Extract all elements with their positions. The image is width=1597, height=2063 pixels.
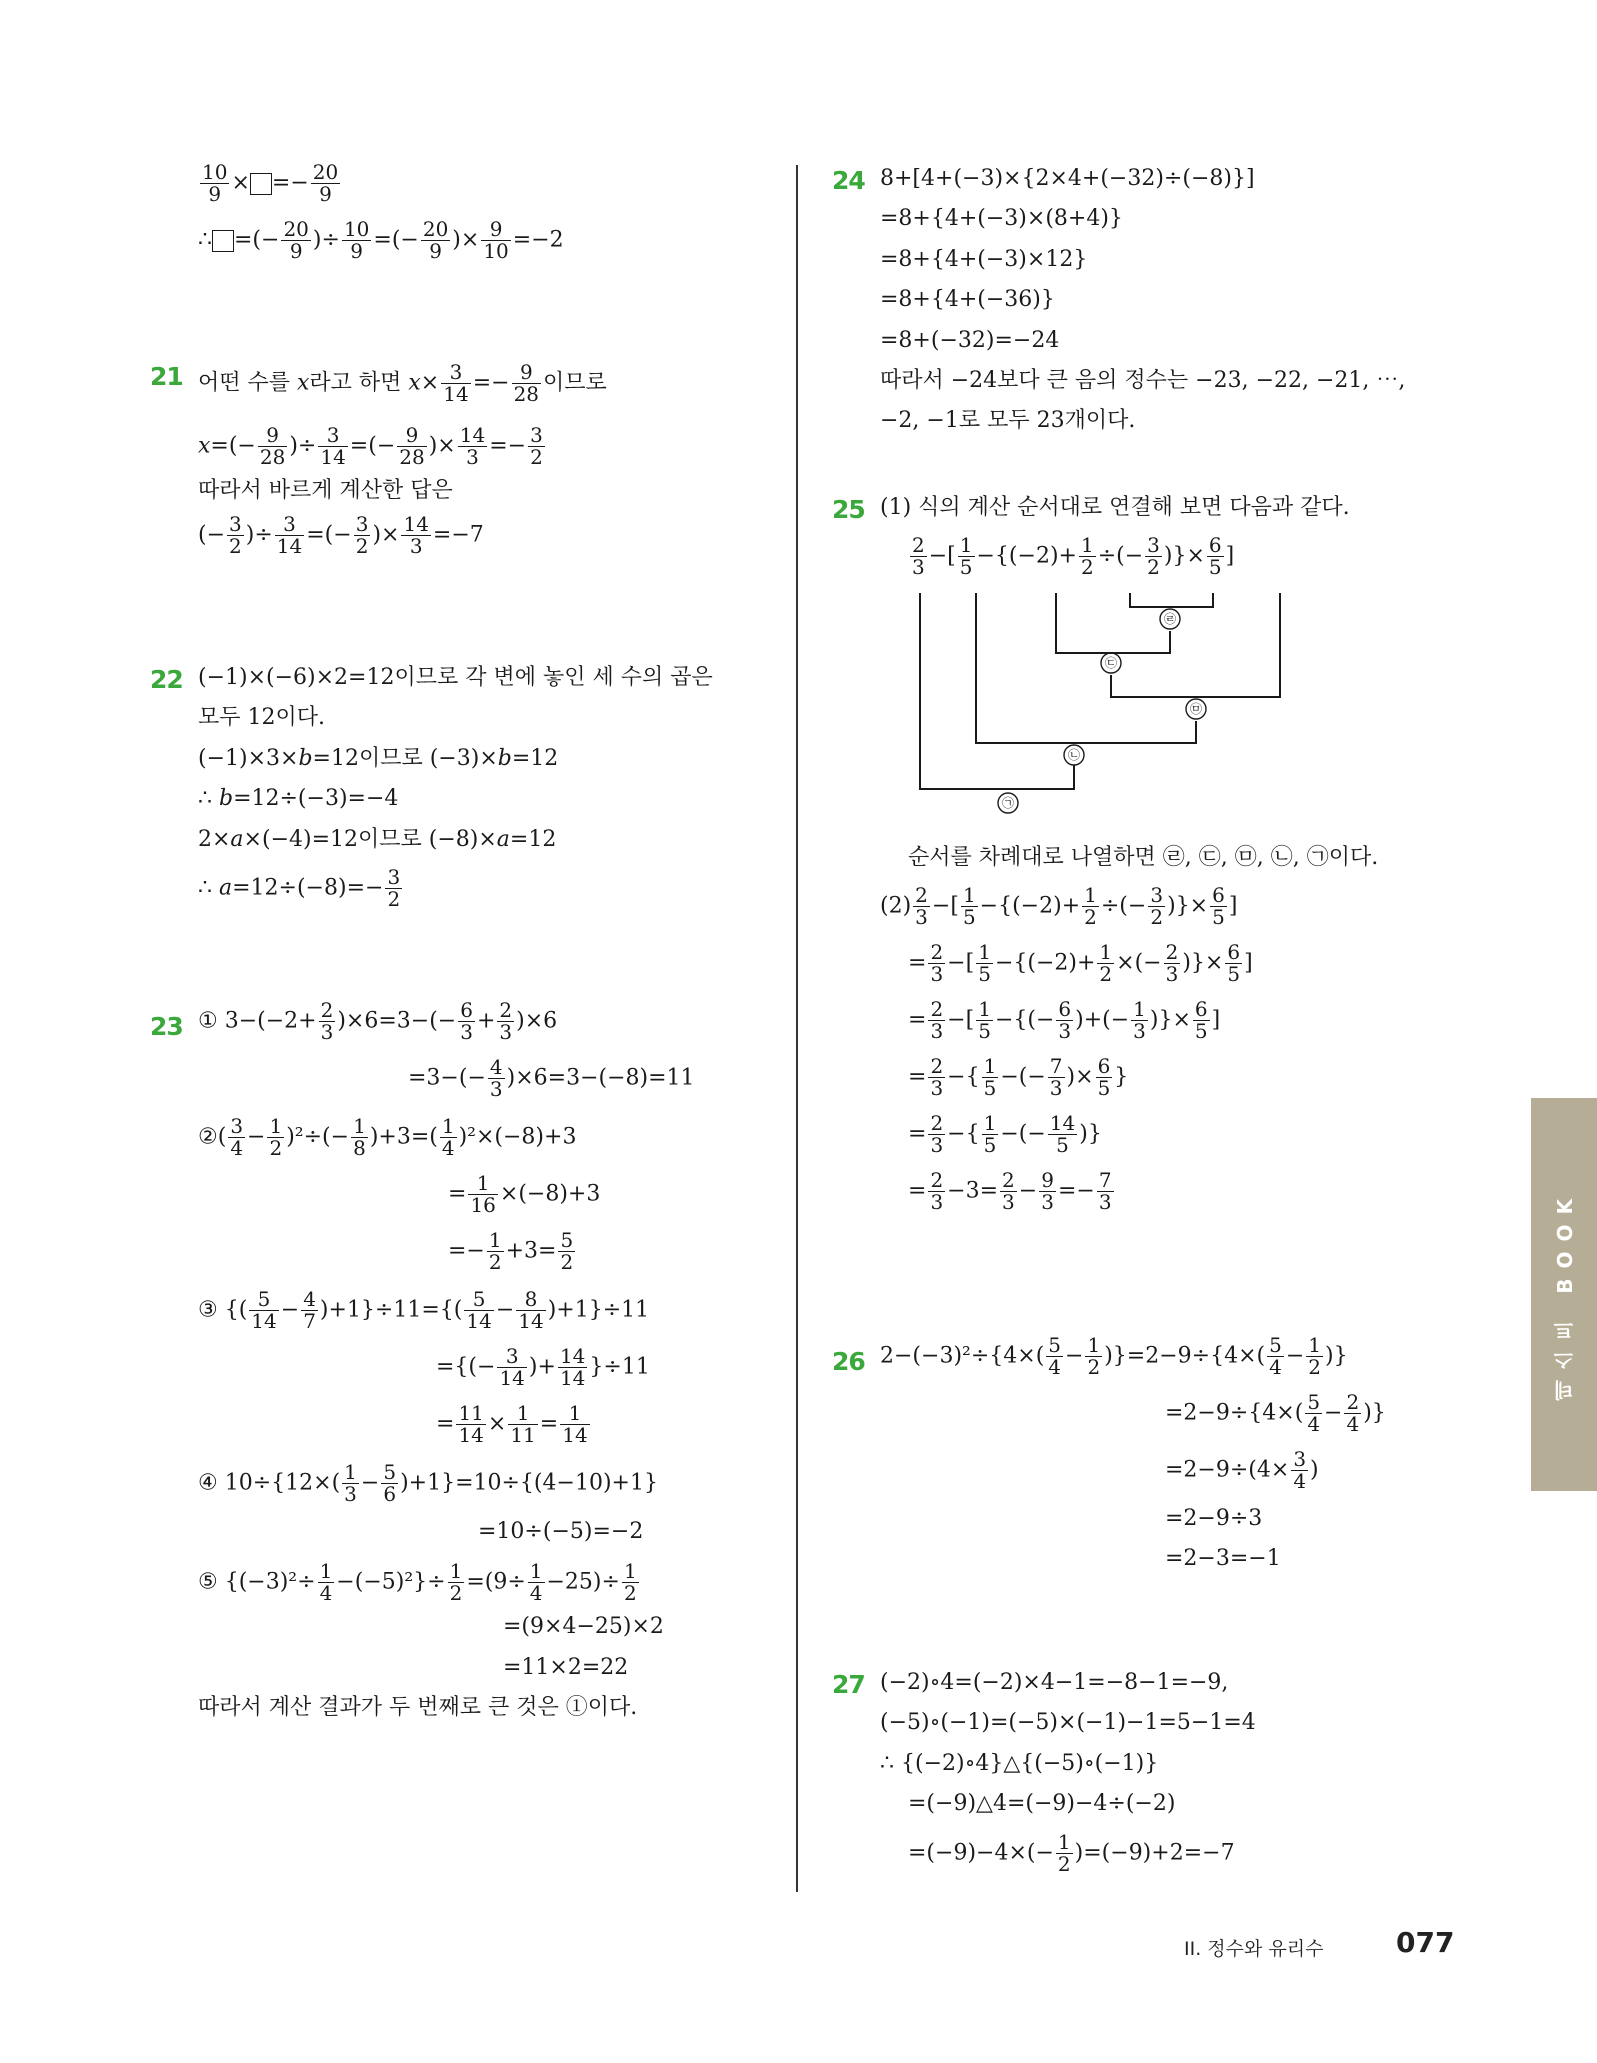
p20-line-2: ∴ =(− $\frac{20}{9}$ )÷ $\frac{10}{9}$ =(− $\frac{20}{9}$ )× $\frac{9}{10}$ =−2 <box>198 217 564 263</box>
p20-line-1: $\frac{10}{9}$ × =− $\frac{20}{9}$ <box>202 160 339 206</box>
problem-number: 23 <box>150 1012 183 1041</box>
fraction: $\frac{10}{9}$ <box>343 217 370 263</box>
p23-step-2: ②( $\frac{3}{4}$ − $\frac{1}{2}$ )²÷(− $\frac{1}{8}$ )+3=( $\frac{1}{4}$ )²×(−8)+3 <box>198 1114 577 1160</box>
fraction: $\frac{10}{9}$ <box>202 160 228 206</box>
fraction: $\frac{2}{3}$ <box>1165 940 1179 987</box>
p24-line-1: 8+[4+(−3)×{2×4+(−32)÷(−8)}] <box>880 166 1255 191</box>
problem-25 <box>832 495 1379 1215</box>
p26-line-5: =2−3=−1 <box>1165 1546 1281 1572</box>
problem-21 <box>150 360 607 559</box>
diagram-expression: $\frac{2}{3}$ −[ $\frac{1}{5}$ −{(−2)+ $\frac{1}{2}$ ÷(− $\frac{3}{2}$ )}× $\frac{6}{5}$ ] <box>912 533 1235 579</box>
problem-20-cont <box>198 162 564 262</box>
p23-step-3c: = $\frac{11}{14}$ × $\frac{1}{11}$ = $\frac{1}{14}$ <box>436 1401 588 1447</box>
problem-number: 22 <box>150 665 183 694</box>
fraction: $\frac{1}{11}$ <box>510 1401 536 1447</box>
fraction: $\frac{9}{10}$ <box>483 217 509 263</box>
fraction: $\frac{1}{5}$ <box>978 997 991 1044</box>
fraction: $\frac{14}{5}$ <box>1049 1111 1076 1158</box>
fraction: $\frac{5}{4}$ <box>1048 1333 1062 1379</box>
p27-line-3: ∴ {(−2)∘4}△{(−5)∘(−1)} <box>880 1750 1159 1776</box>
fraction: $\frac{6}{5}$ <box>1212 883 1225 930</box>
side-tab <box>1531 1098 1597 1491</box>
fraction: $\frac{9}{28}$ <box>513 360 540 406</box>
fraction: $\frac{2}{3}$ <box>930 1054 944 1101</box>
fraction: $\frac{11}{14}$ <box>458 1401 484 1447</box>
p25-r3: = $\frac{2}{3}$ −{ $\frac{1}{5}$ −(− $\frac{7}{3}$ )× $\frac{6}{5}$ } <box>908 1054 1129 1101</box>
fraction: $\frac{1}{5}$ <box>978 940 991 987</box>
fraction: $\frac{1}{2}$ <box>1087 1333 1101 1379</box>
fraction: $\frac{3}{14}$ <box>320 423 346 469</box>
p25-r1: = $\frac{2}{3}$ −[ $\frac{1}{5}$ −{(−2)+ $\frac{1}{2}$ ×(− $\frac{2}{3}$ )}× $\frac{6}{5}$ ] <box>908 940 1253 987</box>
fraction: $\frac{3}{2}$ <box>1147 533 1160 579</box>
fraction: $\frac{1}{4}$ <box>529 1559 543 1606</box>
column-divider <box>796 165 798 1892</box>
fraction: $\frac{1}{5}$ <box>983 1111 997 1158</box>
p22-line-5: 2×𝑎×(−4)=12이므로 (−8)×𝑎=12 <box>198 826 557 852</box>
problem-27 <box>832 1670 1256 1876</box>
fraction: $\frac{9}{28}$ <box>259 423 286 469</box>
fraction: $\frac{5}{4}$ <box>1269 1333 1282 1379</box>
problem-number: 27 <box>832 1670 865 1699</box>
fraction: $\frac{6}{5}$ <box>1208 533 1222 579</box>
fraction: $\frac{1}{5}$ <box>962 883 976 930</box>
bracket-step-4 <box>1130 593 1213 607</box>
p24-line-7: −2, −1로 모두 23개이다. <box>880 408 1136 434</box>
fraction: $\frac{6}{5}$ <box>1194 997 1208 1044</box>
p26-line-1: 2−(−3)²÷{4×( $\frac{5}{4}$ − $\frac{1}{2}$ )}=2−9÷{4×( $\frac{5}{4}$ − $\frac{1}{2}$ )} <box>880 1333 1348 1379</box>
fraction: $\frac{2}{3}$ <box>912 533 925 579</box>
fraction: $\frac{2}{3}$ <box>930 1168 944 1215</box>
fraction: $\frac{2}{3}$ <box>930 997 944 1044</box>
p26-line-2: =2−9÷{4×( $\frac{5}{4}$ − $\frac{2}{4}$ )} <box>1165 1390 1386 1436</box>
blank-box <box>212 230 234 252</box>
p23-step-4: ④ 10÷{12×( $\frac{1}{3}$ − $\frac{5}{6}$ )+1}=10÷{(4−10)+1} <box>198 1460 658 1506</box>
order-diagram <box>908 535 1328 845</box>
p21-line-2: 𝑥=(− $\frac{9}{28}$ )÷ $\frac{3}{14}$ =(− $\frac{9}{28}$ )× $\frac{14}{3}$ =− $\frac{3}{2}$ <box>198 423 543 469</box>
p22-line-2: 모두 12이다. <box>198 705 325 731</box>
fraction: $\frac{1}{16}$ <box>470 1171 496 1217</box>
p23-step-2b: = $\frac{1}{16}$ ×(−8)+3 <box>448 1171 601 1217</box>
fraction: $\frac{3}{2}$ <box>229 512 242 559</box>
label-step-4: ㉣ <box>1163 612 1177 626</box>
p25-order: 순서를 차례대로 나열하면 ㉣, ㉢, ㉤, ㉡, ㉠이다. <box>908 845 1379 870</box>
fraction: $\frac{5}{2}$ <box>560 1228 574 1274</box>
fraction: $\frac{1}{5}$ <box>959 533 973 579</box>
problem-number: 26 <box>832 1347 865 1376</box>
p25-intro: (1) 식의 계산 순서대로 연결해 보면 다음과 같다. <box>880 495 1350 520</box>
fraction: $\frac{7}{3}$ <box>1098 1168 1112 1215</box>
fraction: $\frac{1}{2}$ <box>1308 1333 1321 1379</box>
p23-step-5: ⑤ {(−3)²÷ $\frac{1}{4}$ −(−5)²}÷ $\frac{1}{2}$ =(9÷ $\frac{1}{4}$ −25)÷ $\frac{1}{2}$ <box>198 1559 637 1606</box>
fraction: $\frac{2}{3}$ <box>499 998 513 1044</box>
fraction: $\frac{1}{4}$ <box>319 1559 333 1606</box>
fraction: $\frac{5}{14}$ <box>466 1287 492 1333</box>
p21-line-4: (− $\frac{3}{2}$ )÷ $\frac{3}{14}$ =(− $\frac{3}{2}$ )× $\frac{14}{3}$ =−7 <box>198 512 484 559</box>
p27-line-4: =(−9)△4=(−9)−4÷(−2) <box>908 1791 1176 1817</box>
label-step-5: ㉤ <box>1189 702 1203 716</box>
problem-22 <box>150 665 713 911</box>
fraction: $\frac{3}{4}$ <box>1293 1447 1307 1493</box>
label-step-3: ㉢ <box>1104 656 1118 670</box>
footer-chapter: II. 정수와 유리수 <box>1184 1938 1324 1960</box>
fraction: $\frac{14}{3}$ <box>403 512 429 559</box>
fraction: $\frac{5}{6}$ <box>383 1460 397 1506</box>
fraction: $\frac{4}{7}$ <box>303 1287 316 1333</box>
fraction: $\frac{1}{8}$ <box>353 1114 366 1160</box>
fraction: $\frac{7}{3}$ <box>1049 1054 1063 1101</box>
p24-line-3: =8+{4+(−3)×12} <box>880 246 1088 272</box>
p24-line-4: =8+{4+(−36)} <box>880 287 1055 313</box>
p25-part-2 <box>880 845 1379 1215</box>
p22-line-1: (−1)×(−6)×2=12이므로 각 변에 놓인 세 수의 곱은 <box>198 665 713 690</box>
p24-line-2: =8+{4+(−3)×(8+4)} <box>880 206 1123 232</box>
p22-line-3: (−1)×3×𝑏=12이므로 (−3)×𝑏=12 <box>198 745 559 771</box>
problem-23 <box>150 998 695 1722</box>
problem-number: 21 <box>150 362 183 391</box>
fraction: $\frac{9}{3}$ <box>1041 1168 1054 1215</box>
fraction: $\frac{1}{2}$ <box>269 1114 283 1160</box>
fraction: $\frac{3}{14}$ <box>443 360 469 406</box>
fraction: $\frac{3}{2}$ <box>1150 883 1164 930</box>
bracket-step-1 <box>920 593 1074 789</box>
p24-line-6: 따라서 −24보다 큰 음의 정수는 −23, −22, −21, ⋯, <box>880 367 1406 393</box>
fraction: $\frac{14}{3}$ <box>459 423 486 469</box>
p27-line-5: =(−9)−4×(− $\frac{1}{2}$ )=(−9)+2=−7 <box>908 1829 1235 1876</box>
fraction: $\frac{1}{2}$ <box>488 1228 502 1274</box>
fraction: $\frac{2}{3}$ <box>1002 1168 1015 1215</box>
p23-step-1b: =3−(− $\frac{4}{3}$ )×6=3−(−8)=11 <box>408 1055 695 1101</box>
p21-line-1: 어떤 수를 𝑥라고 하면 𝑥× $\frac{3}{14}$ =− $\frac{9}{28}$ 이므로 <box>198 360 607 406</box>
fraction: $\frac{1}{2}$ <box>1080 533 1094 579</box>
problem-24 <box>832 166 1406 435</box>
order-diagram-lines <box>908 535 1328 845</box>
p22-line-6: ∴ 𝑎=12÷(−8)=− $\frac{3}{2}$ <box>198 864 401 911</box>
fraction: $\frac{6}{3}$ <box>1058 997 1072 1044</box>
fraction: $\frac{20}{9}$ <box>422 217 449 263</box>
fraction: $\frac{1}{2}$ <box>1057 1829 1071 1876</box>
p23-step-4b: =10÷(−5)=−2 <box>478 1519 644 1544</box>
fraction: $\frac{2}{3}$ <box>930 1111 944 1158</box>
fraction: $\frac{8}{14}$ <box>518 1287 544 1333</box>
fraction: $\frac{1}{5}$ <box>983 1054 997 1101</box>
p23-step-5b: =(9×4−25)×2 <box>503 1614 664 1640</box>
p24-line-5: =8+(−32)=−24 <box>880 327 1060 353</box>
p26-line-3: =2−9÷(4× $\frac{3}{4}$ ) <box>1165 1447 1319 1493</box>
fraction: $\frac{2}{3}$ <box>915 883 928 930</box>
fraction: $\frac{3}{14}$ <box>276 512 303 559</box>
fraction: $\frac{6}{5}$ <box>1097 1054 1111 1101</box>
fraction: $\frac{5}{14}$ <box>251 1287 277 1333</box>
fraction: $\frac{2}{3}$ <box>320 998 334 1044</box>
p23-step-3: ③ {( $\frac{5}{14}$ − $\frac{4}{7}$ )+1}÷11={( $\frac{5}{14}$ − $\frac{8}{14}$ )+1}÷11 <box>198 1287 650 1333</box>
fraction: $\frac{4}{3}$ <box>489 1055 503 1101</box>
p23-step-1: ① 3−(−2+ $\frac{2}{3}$ )×6=3−(− $\frac{6}{3}$ + $\frac{2}{3}$ )×6 <box>198 998 558 1044</box>
p25-r2: = $\frac{2}{3}$ −[ $\frac{1}{5}$ −{(− $\frac{6}{3}$ )+(− $\frac{1}{3}$ )}× $\frac{6}{5}$ ] <box>908 997 1221 1044</box>
p25-q2: (2) $\frac{2}{3}$ −[ $\frac{1}{5}$ −{(−2)+ $\frac{1}{2}$ ÷(− $\frac{3}{2}$ )}× $\frac{6}{5}$ ] <box>880 883 1238 930</box>
p21-line-3: 따라서 바르게 계산한 답은 <box>198 478 453 503</box>
problem-number: 25 <box>832 495 865 524</box>
p26-line-4: =2−9÷3 <box>1165 1506 1263 1531</box>
fraction: $\frac{20}{9}$ <box>312 160 339 206</box>
fraction: $\frac{3}{2}$ <box>355 512 369 559</box>
p25-r5: = $\frac{2}{3}$ −3= $\frac{2}{3}$ − $\frac{9}{3}$ =− $\frac{7}{3}$ <box>908 1168 1112 1215</box>
fraction: $\frac{1}{2}$ <box>623 1559 637 1606</box>
p23-step-2c: =− $\frac{1}{2}$ +3= $\frac{5}{2}$ <box>448 1228 574 1274</box>
fraction: $\frac{6}{3}$ <box>460 998 473 1044</box>
fraction: $\frac{1}{2}$ <box>449 1559 463 1606</box>
fraction: $\frac{1}{4}$ <box>441 1114 455 1160</box>
fraction: $\frac{1}{3}$ <box>344 1460 357 1506</box>
bracket-step-3 <box>1056 593 1170 653</box>
p25-r4: = $\frac{2}{3}$ −{ $\frac{1}{5}$ −(− $\frac{14}{5}$ )} <box>908 1111 1102 1158</box>
p23-step-3b: ={(− $\frac{3}{14}$ )+ $\frac{14}{14}$ }÷11 <box>436 1344 650 1390</box>
p27-line-1: (−2)∘4=(−2)×4−1=−8−1=−9, <box>880 1670 1229 1695</box>
fraction: $\frac{14}{14}$ <box>559 1344 586 1390</box>
p23-conclusion: 따라서 계산 결과가 두 번째로 큰 것은 ①이다. <box>198 1695 638 1721</box>
label-step-1: ㉠ <box>1001 796 1015 810</box>
fraction: $\frac{3}{2}$ <box>530 423 543 469</box>
fraction: $\frac{3}{4}$ <box>230 1114 244 1160</box>
label-step-2: ㉡ <box>1067 748 1081 762</box>
bracket-step-5 <box>1111 593 1280 697</box>
fraction: $\frac{1}{14}$ <box>562 1401 588 1447</box>
fraction: $\frac{1}{3}$ <box>1133 997 1146 1044</box>
fraction: $\frac{1}{2}$ <box>1084 883 1097 930</box>
problem-26 <box>832 1333 1386 1573</box>
fraction: $\frac{9}{28}$ <box>399 423 425 469</box>
p22-line-4: ∴ 𝑏=12÷(−3)=−4 <box>198 786 399 812</box>
fraction: $\frac{3}{2}$ <box>387 864 401 911</box>
fraction: $\frac{2}{4}$ <box>1346 1390 1360 1436</box>
fraction: $\frac{3}{14}$ <box>499 1344 525 1390</box>
blank-box <box>250 173 272 195</box>
fraction: $\frac{20}{9}$ <box>283 217 309 263</box>
fraction: $\frac{1}{2}$ <box>1099 940 1113 987</box>
problem-number: 24 <box>832 166 865 195</box>
page-number: 077 <box>1396 1926 1455 1959</box>
fraction: $\frac{5}{4}$ <box>1307 1390 1321 1436</box>
fraction: $\frac{2}{3}$ <box>930 940 944 987</box>
fraction: $\frac{6}{5}$ <box>1227 940 1241 987</box>
p27-line-2: (−5)∘(−1)=(−5)×(−1)−1=5−1=4 <box>880 1710 1256 1736</box>
side-tab-label: 테스트 BOOK <box>1552 1188 1577 1401</box>
p23-step-5c: =11×2=22 <box>503 1654 629 1680</box>
